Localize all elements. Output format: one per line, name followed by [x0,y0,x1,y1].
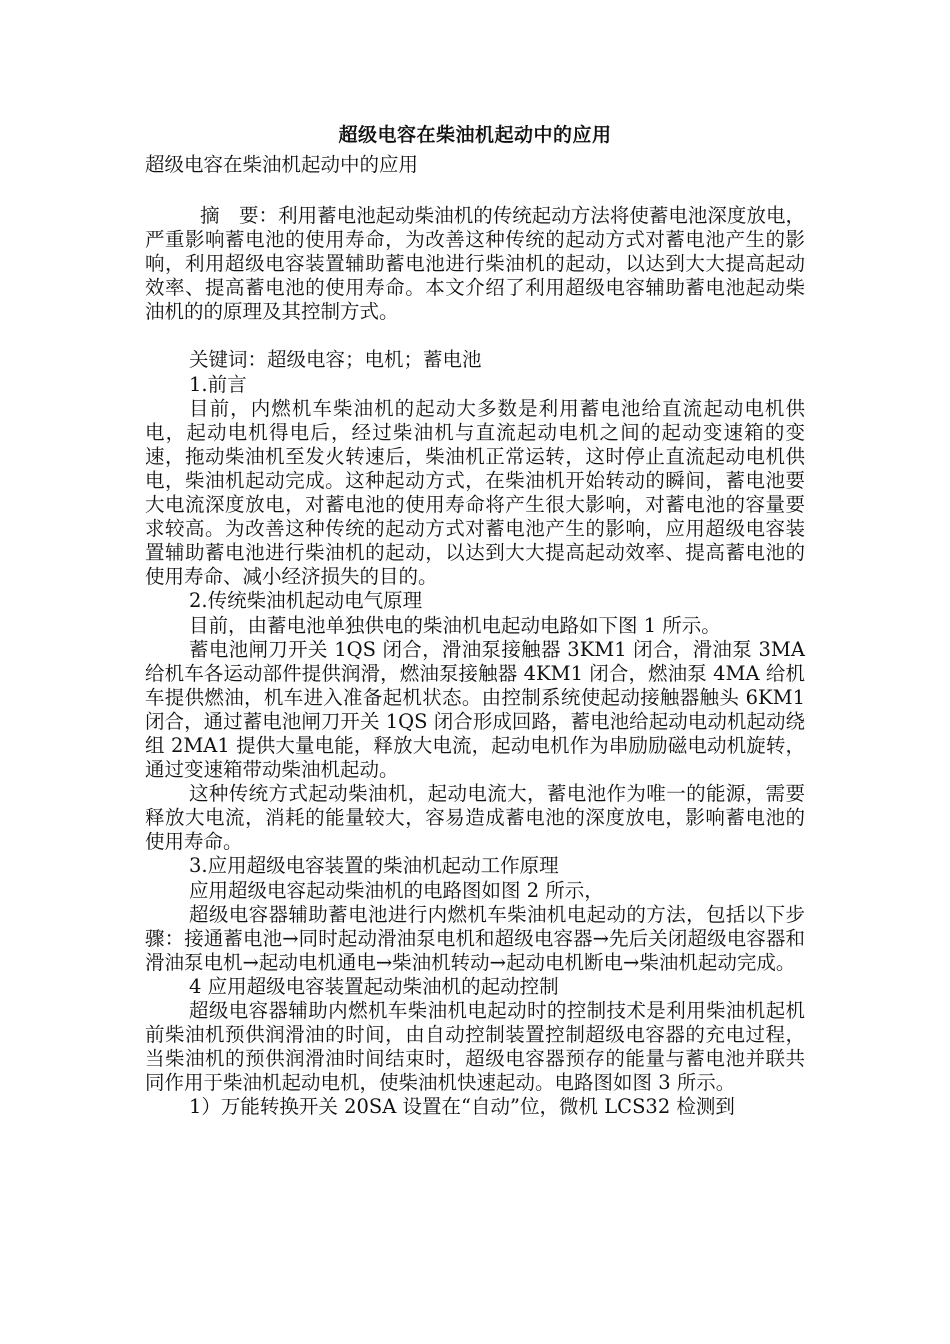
section-4-heading: 4 应用超级电容装置起动柴油机的起动控制 [189,974,559,998]
document-subtitle: 超级电容在柴油机起动中的应用 [145,153,419,176]
section-4-paragraph-1: 超级电容器辅助内燃机车柴油机电起动时的控制技术是利用柴油机起机前柴油机预供润滑油的时间，由自动控制装置控制超级电容器的充电过程，当柴油机的预供润滑油时间结束时，超级电容器预存的能量与蓄电池并联共同作用于柴油机起动电机，使柴油机快速起动。电路图如图 3 所示。 [145,999,805,1095]
section-2-paragraph-2: 蓄电池闸刀开关 1QS 闭合，滑油泵接触器 3KM1 闭合，滑油泵 3MA 给机车各运动部件提供润滑，燃油泵接触器 4KM1 闭合，燃油泵 4MA 给机车提供燃油，机车进入准备起机状态。由控制系统使起动接触器触头 6KM1 闭合，通过蓄电池闸刀开关 1QS 闭合形成回路，蓄电池给起动电动机起动绕组 2MA1 提供大量电能，释放大电流，起动电机作为串励励磁电动机旋转，通过变速箱带动柴油机起动。 [145,637,805,782]
section-4-paragraph-2: 1）万能转换开关 20SA 设置在“自动”位，微机 LCS32 检测到 [189,1095,735,1119]
section-1-paragraph-1: 目前，内燃机车柴油机的起动大多数是利用蓄电池给直流起动电机供电，起动电机得电后，经过柴油机与直流起动电机之间的起动变速箱的变速，拖动柴油机至发火转速后，柴油机正常运转，这时停止直流起动电机供电，柴油机起动完成。这种起动方式，在柴油机开始转动的瞬间，蓄电池要大电流深度放电，对蓄电池的使用寿命将产生很大影响，对蓄电池的容量要求较高。为改善这种传统的起动方式对蓄电池产生的影响，应用超级电容装置辅助蓄电池进行柴油机的起动，以达到大大提高起动效率、提高蓄电池的使用寿命、减小经济损失的目的。 [145,396,805,589]
document-page [145,118,805,1119]
keywords-line: 关键词：超级电容；电机；蓄电池 [189,348,482,372]
section-3-paragraph-1: 应用超级电容起动柴油机的电路图如图 2 所示， [189,878,604,902]
document-title: 超级电容在柴油机起动中的应用 [338,124,612,146]
spacer [145,324,805,348]
section-1-heading: 1.前言 [189,372,247,396]
section-2-paragraph-1: 目前，由蓄电池单独供电的柴油机电起动电路如下图 1 所示。 [189,613,721,637]
section-2-paragraph-3: 这种传统方式起动柴油机，起动电流大，蓄电池作为唯一的能源，需要释放大电流，消耗的能量较大，容易造成蓄电池的深度放电，影响蓄电池的使用寿命。 [145,782,805,854]
abstract-paragraph: 摘 要：利用蓄电池起动柴油机的传统起动方法将使蓄电池深度放电，严重影响蓄电池的使用寿命，为改善这种传统的起动方式对蓄电池产生的影响，利用超级电容装置辅助蓄电池进行柴油机的起动，以达到大大提高起动效率、提高蓄电池的使用寿命。本文介绍了利用超级电容辅助蓄电池起动柴油机的的原理及其控制方式。 [145,204,805,324]
section-2-heading: 2.传统柴油机起动电气原理 [189,589,423,613]
section-3-paragraph-2: 超级电容器辅助蓄电池进行内燃机车柴油机电起动的方法，包括以下步骤：接通蓄电池→同时起动滑油泵电机和超级电容器→先后关闭超级电容器和滑油泵电机→起动电机通电→柴油机转动→起动电机断电→柴油机起动完成。 [145,902,805,974]
section-3-heading: 3.应用超级电容装置的柴油机起动工作原理 [189,854,559,878]
